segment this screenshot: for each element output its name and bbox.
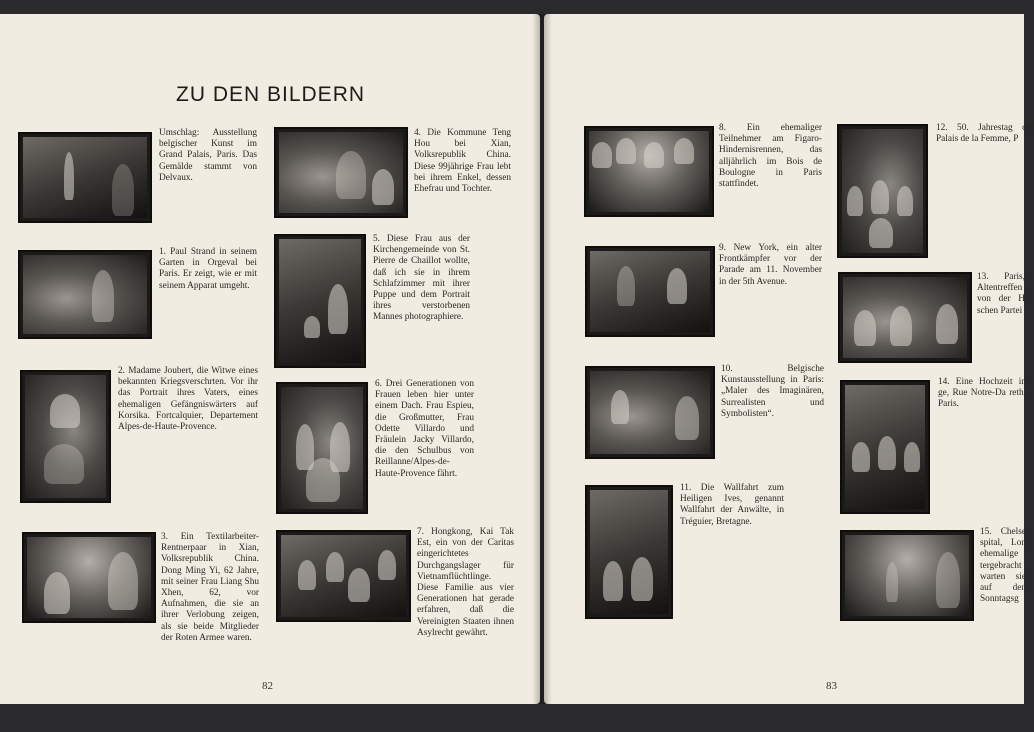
page-number-right: 83	[826, 680, 837, 692]
photo-7	[276, 530, 411, 622]
photo-12	[837, 124, 928, 258]
caption-13: 13. Paris, Altentreffen von der H schen Partei	[977, 272, 1025, 316]
right-page	[544, 14, 1034, 704]
left-page	[0, 14, 540, 704]
photo-2	[20, 370, 111, 503]
caption-8: 8. Ein ehemaliger Teilnehmer am Figaro-Hindernisrennen, das alljährlich im Bois de Boulogne in Paris stattfindet.	[719, 123, 822, 190]
photo-1	[18, 250, 152, 339]
caption-6: 6. Drei Generationen von Frauen leben hier unter einem Dach. Frau Espieu, die Großmutter, Frau Odette Villardo und Fräulein Jacky Villardo, die den Schulbus von Reillanne/Alpes-de-Haute-Provence fährt.	[375, 379, 474, 479]
photo-10	[585, 366, 715, 459]
photo-15	[840, 530, 974, 621]
photo-8	[584, 126, 714, 217]
caption-1: 1. Paul Strand in seinem Garten in Orgeval bei Paris. Er zeigt, wie er mit seinem Apparat umgeht.	[159, 247, 257, 291]
photo-5	[274, 234, 366, 368]
caption-4: 4. Die Kommune Teng Hou bei Xian, Volksrepublik China. Diese 99jährige Frau lebt bei ihrem Enkel, dessen Ehefrau und Tochter.	[414, 128, 511, 195]
caption-3: 3. Ein Textilarbeiter-Rentnerpaar in Xian, Volksrepublik China. Dong Ming Yi, 62 Jahre, mit seiner Frau Liang Shu Xhen, 62, vor Aufnahmen, die sie an ihrer Verlobung zeigen, als sie beide Mitglieder der Roten Armee waren.	[161, 532, 259, 643]
caption-15: 15. Chelse spital, Lon ehemalige tergebracht warten sie auf den Sonntagsg	[980, 527, 1026, 605]
photo-4	[274, 127, 408, 218]
photo-3	[22, 532, 156, 623]
page-title: ZU DEN BILDERN	[176, 83, 366, 106]
caption-12: 12. 50. Jahrestag der Palais de la Femme, P	[936, 123, 1034, 145]
caption-7: 7. Hongkong, Kai Tak Est, ein von der Caritas eingerichtetes Durchgangslager für Vietnamflüchtlinge. Diese Familie aus vier Generationen hat gerade erfahren, daß die Vereinigten Staaten ihnen Asylrecht gewährt.	[417, 527, 514, 638]
caption-10: 10. Belgische Kunstausstellung in Paris: „Maler des Imaginären, Surrealisten und Symbolisten“.	[721, 364, 824, 419]
caption-5: 5. Diese Frau aus der Kirchengemeinde von St. Pierre de Chaillot wollte, daß ich sie in ihrem Schlafzimmer mit ihrer Puppe und dem Portrait ihres verstorbenen Mannes photographiere.	[373, 234, 470, 323]
book-gutter	[532, 14, 552, 704]
photo-9	[585, 246, 715, 337]
photo-14	[840, 380, 930, 514]
page-number-left: 82	[262, 680, 273, 692]
caption-2: 2. Madame Joubert, die Witwe eines bekannten Kriegsverschrten. Vor ihr das Portrait ihres Vaters, eines ehemaligen Gefängniswärters auf Korsika. Fortcalquier, Departement Alpes-de-Haute-Provence.	[118, 366, 258, 433]
caption-cover: Umschlag: Ausstellung belgischer Kunst im Grand Palais, Paris. Das Gemälde stammt von Delvaux.	[159, 128, 257, 183]
caption-9: 9. New York, ein alter Frontkämpfer vor der Parade am 11. November in der 5th Avenue.	[719, 243, 822, 287]
photo-cover	[18, 132, 152, 223]
photo-13	[838, 272, 972, 363]
photo-11	[585, 485, 673, 619]
caption-11: 11. Die Wallfahrt zum Heiligen Ives, genannt Wallfahrt der Anwälte, in Tréguier, Bretagne.	[680, 483, 784, 527]
caption-14: 14. Eine Hochzeit in ge, Rue Notre-Da reth, Paris.	[938, 377, 1026, 410]
photo-6	[276, 382, 368, 514]
